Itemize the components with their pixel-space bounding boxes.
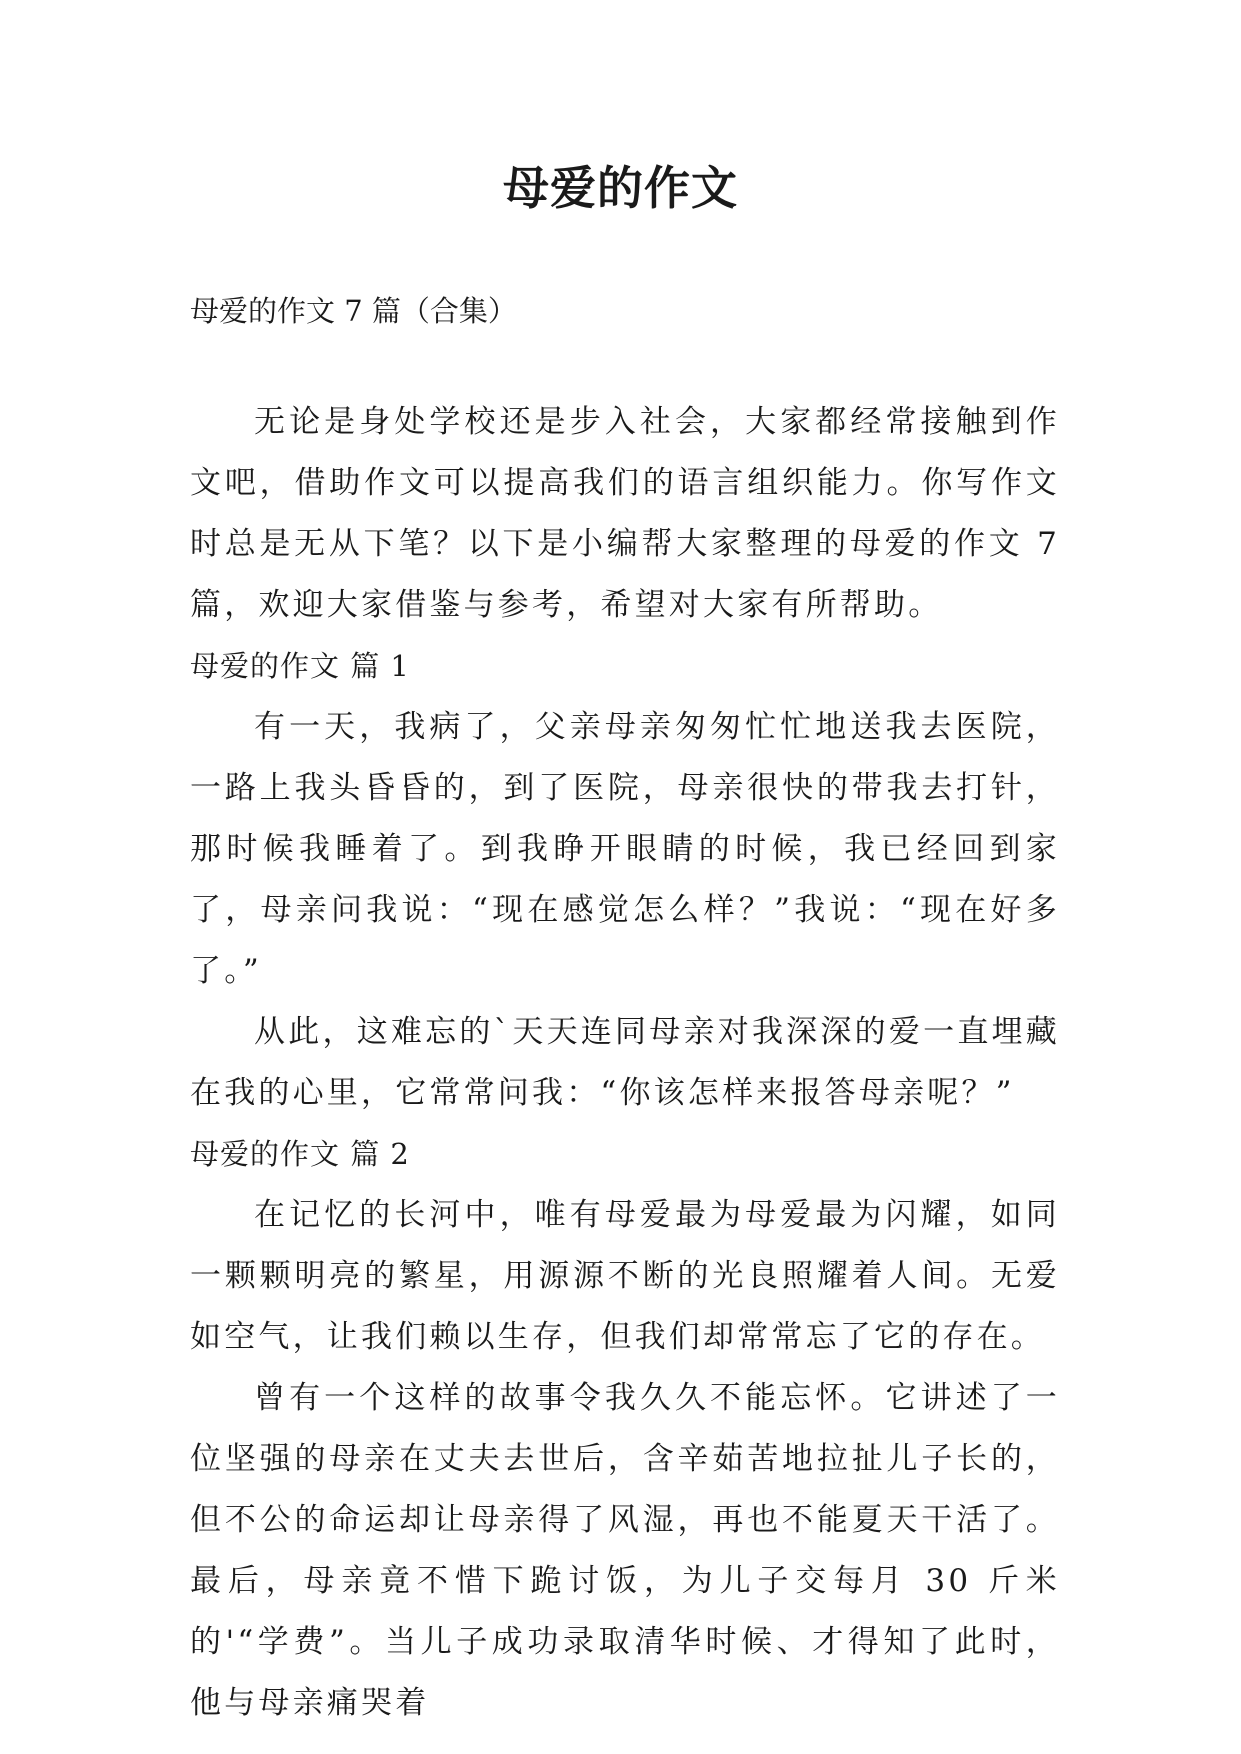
section-1 <box>190 636 1060 1124</box>
section-2 <box>190 1124 1060 1734</box>
section-paragraph: 曾有一个这样的故事令我久久不能忘怀。它讲述了一位坚强的母亲在丈夫去世后，含辛茹苦地拉扯儿子长的，但不公的命运却让母亲得了风湿，再也不能夏天干活了。最后，母亲竟不惜下跪讨饭，为儿子交每月 30 斤米的'“学费”。当儿子成功录取清华时候、才得知了此时，他与母亲痛哭着 <box>190 1380 1060 1721</box>
section-heading: 母爱的作文 篇 1 <box>190 649 410 683</box>
section-heading: 母爱的作文 篇 2 <box>190 1137 410 1171</box>
document-title: 母爱的作文 <box>503 161 738 215</box>
section-paragraph: 有一天，我病了，父亲母亲匆匆忙忙地送我去医院，一路上我头昏昏的，到了医院，母亲很快的带我去打针，那时候我睡着了。到我睁开眼睛的时候，我已经回到家了，母亲问我说：“现在感觉怎么样？”我说：“现在好多了。” <box>190 709 1060 989</box>
section-paragraph: 在记忆的长河中，唯有母爱最为母爱最为闪耀，如同一颗颗明亮的繁星，用源源不断的光良照耀着人间。无爱如空气，让我们赖以生存，但我们却常常忘了它的存在。 <box>190 1197 1060 1355</box>
document-subtitle: 母爱的作文 7 篇（合集） <box>190 294 517 328</box>
intro-paragraph: 无论是身处学校还是步入社会，大家都经常接触到作文吧，借助作文可以提高我们的语言组织能力。你写作文时总是无从下笔？以下是小编帮大家整理的母爱的作文 7 篇，欢迎大家借鉴与参考，希望对大家有所帮助。 <box>190 404 1060 623</box>
document-body <box>190 290 1060 1734</box>
section-paragraph: 从此，这难忘的`天天连同母亲对我深深的爱一直埋藏在我的心里，它常常问我：“你该怎样来报答母亲呢？” <box>190 1014 1060 1111</box>
